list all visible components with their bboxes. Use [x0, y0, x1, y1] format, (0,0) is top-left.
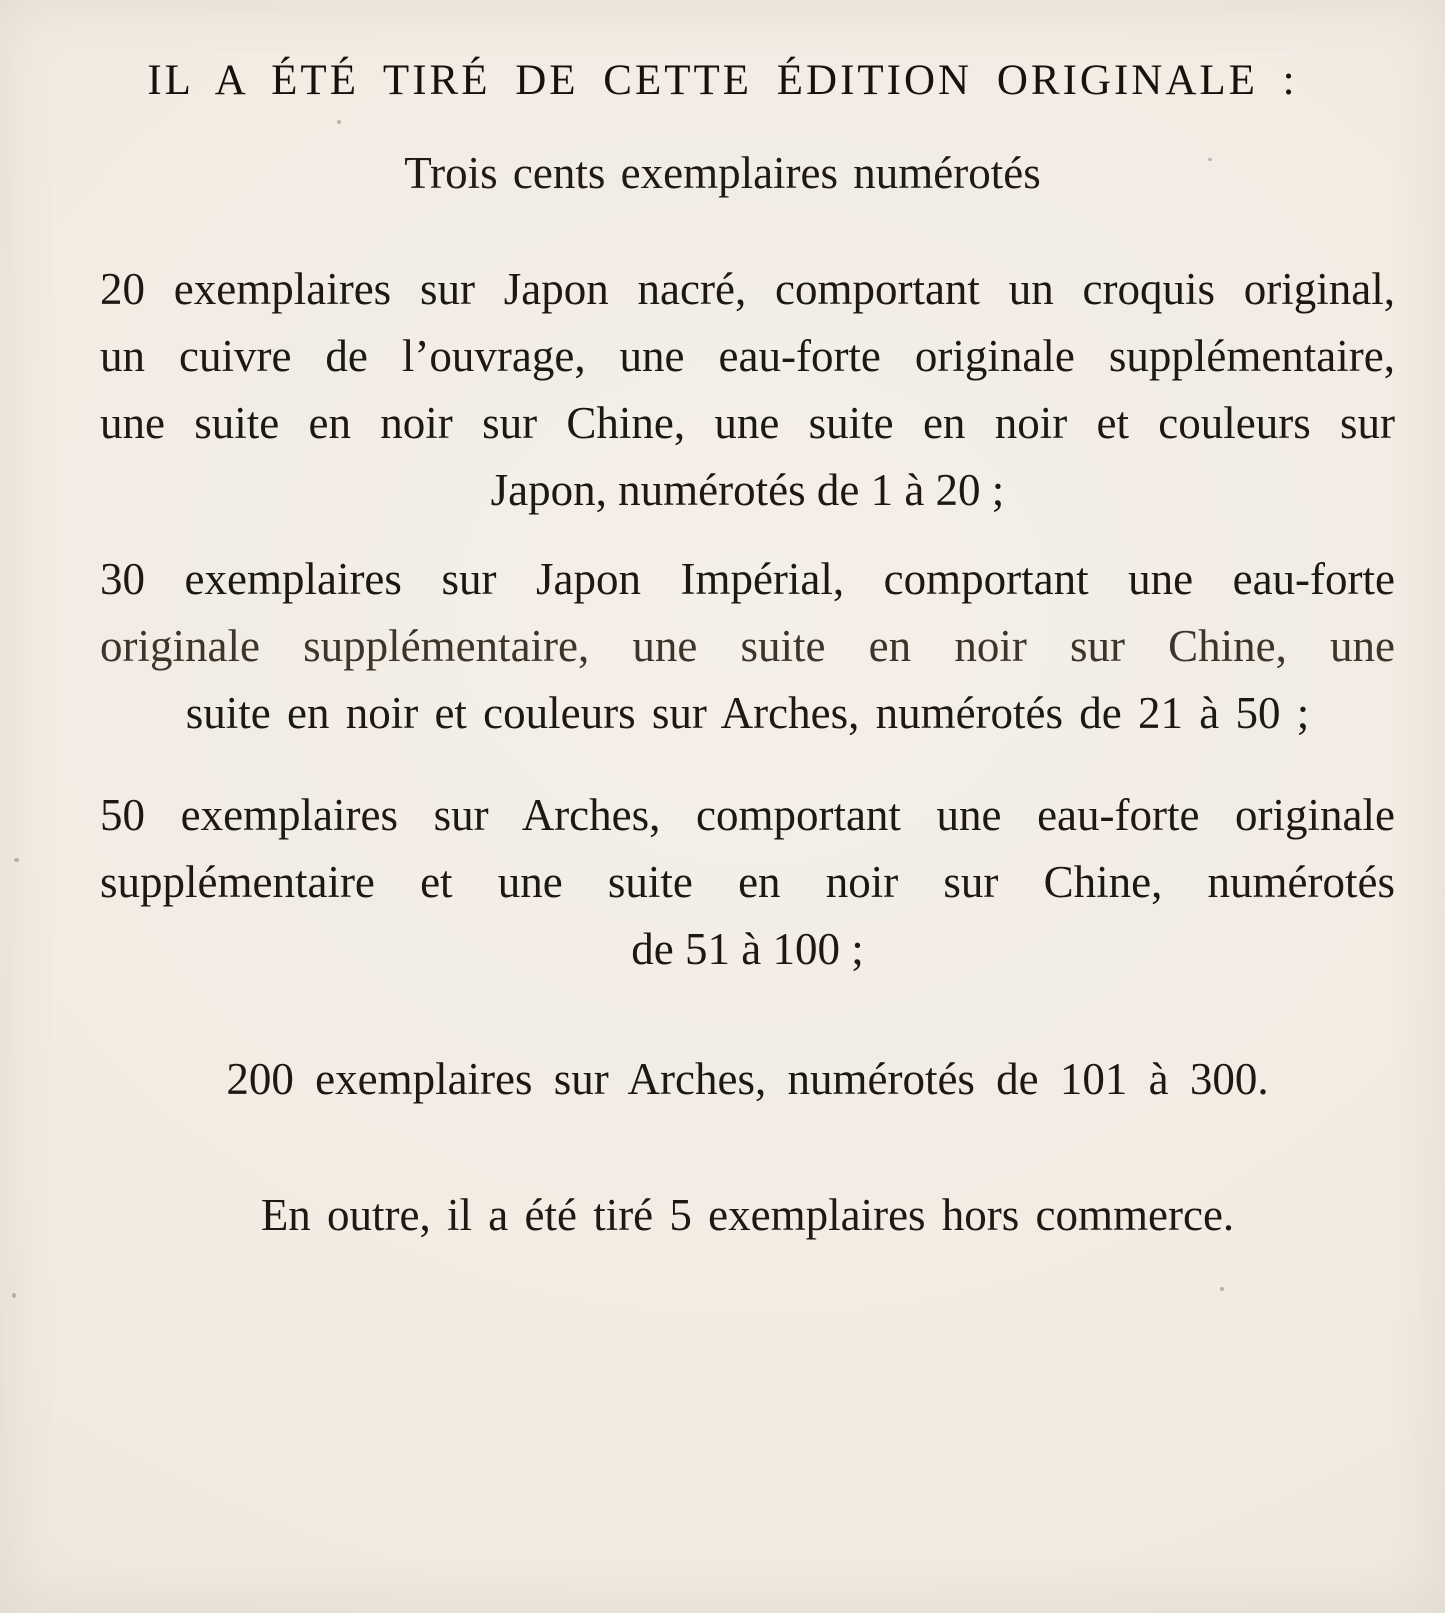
- text-line: Japon, numérotés de 1 à 20 ;: [490, 465, 1005, 515]
- text-line: de 51 à 100 ;: [631, 924, 864, 974]
- text-line: En outre, il a été tiré 5 exemplaires hors commerce.: [260, 1190, 1235, 1240]
- scan-speck: [12, 1293, 16, 1298]
- scan-speck: [337, 120, 341, 124]
- text-line: 200 exemplaires sur Arches, numérotés de 101 à 300.: [226, 1054, 1269, 1104]
- paragraph-japon-imperial: [100, 546, 1395, 747]
- scan-speck: [1208, 158, 1212, 161]
- text-line: 20 exemplaires sur Japon nacré, comportant un croquis original,: [100, 264, 1395, 314]
- text-line: originale supplémentaire, une suite en noir sur Chine, une: [100, 621, 1395, 671]
- paragraph-arches-50: [100, 782, 1395, 983]
- paragraph-hors-commerce: [100, 1182, 1395, 1249]
- text-line: une suite en noir sur Chine, une suite en noir et couleurs sur: [100, 398, 1395, 448]
- page-title: IL A ÉTÉ TIRÉ DE CETTE ÉDITION ORIGINALE :: [147, 57, 1298, 104]
- text-line: 30 exemplaires sur Japon Impérial, comportant une eau-forte: [100, 554, 1395, 604]
- subtitle: Trois cents exemplaires numérotés: [404, 148, 1041, 198]
- paragraph-arches-200: [100, 1046, 1395, 1113]
- text-line: supplémentaire et une suite en noir sur Chine, numérotés: [100, 857, 1395, 907]
- paragraph-japon-nacre: [100, 256, 1395, 524]
- text-line: un cuivre de l’ouvrage, une eau-forte originale supplémentaire,: [100, 331, 1395, 381]
- text-line: suite en noir et couleurs sur Arches, numérotés de 21 à 50 ;: [185, 688, 1310, 738]
- scan-speck: [14, 858, 19, 862]
- scan-speck: [1220, 1287, 1224, 1291]
- text-line: 50 exemplaires sur Arches, comportant une eau-forte originale: [100, 790, 1395, 840]
